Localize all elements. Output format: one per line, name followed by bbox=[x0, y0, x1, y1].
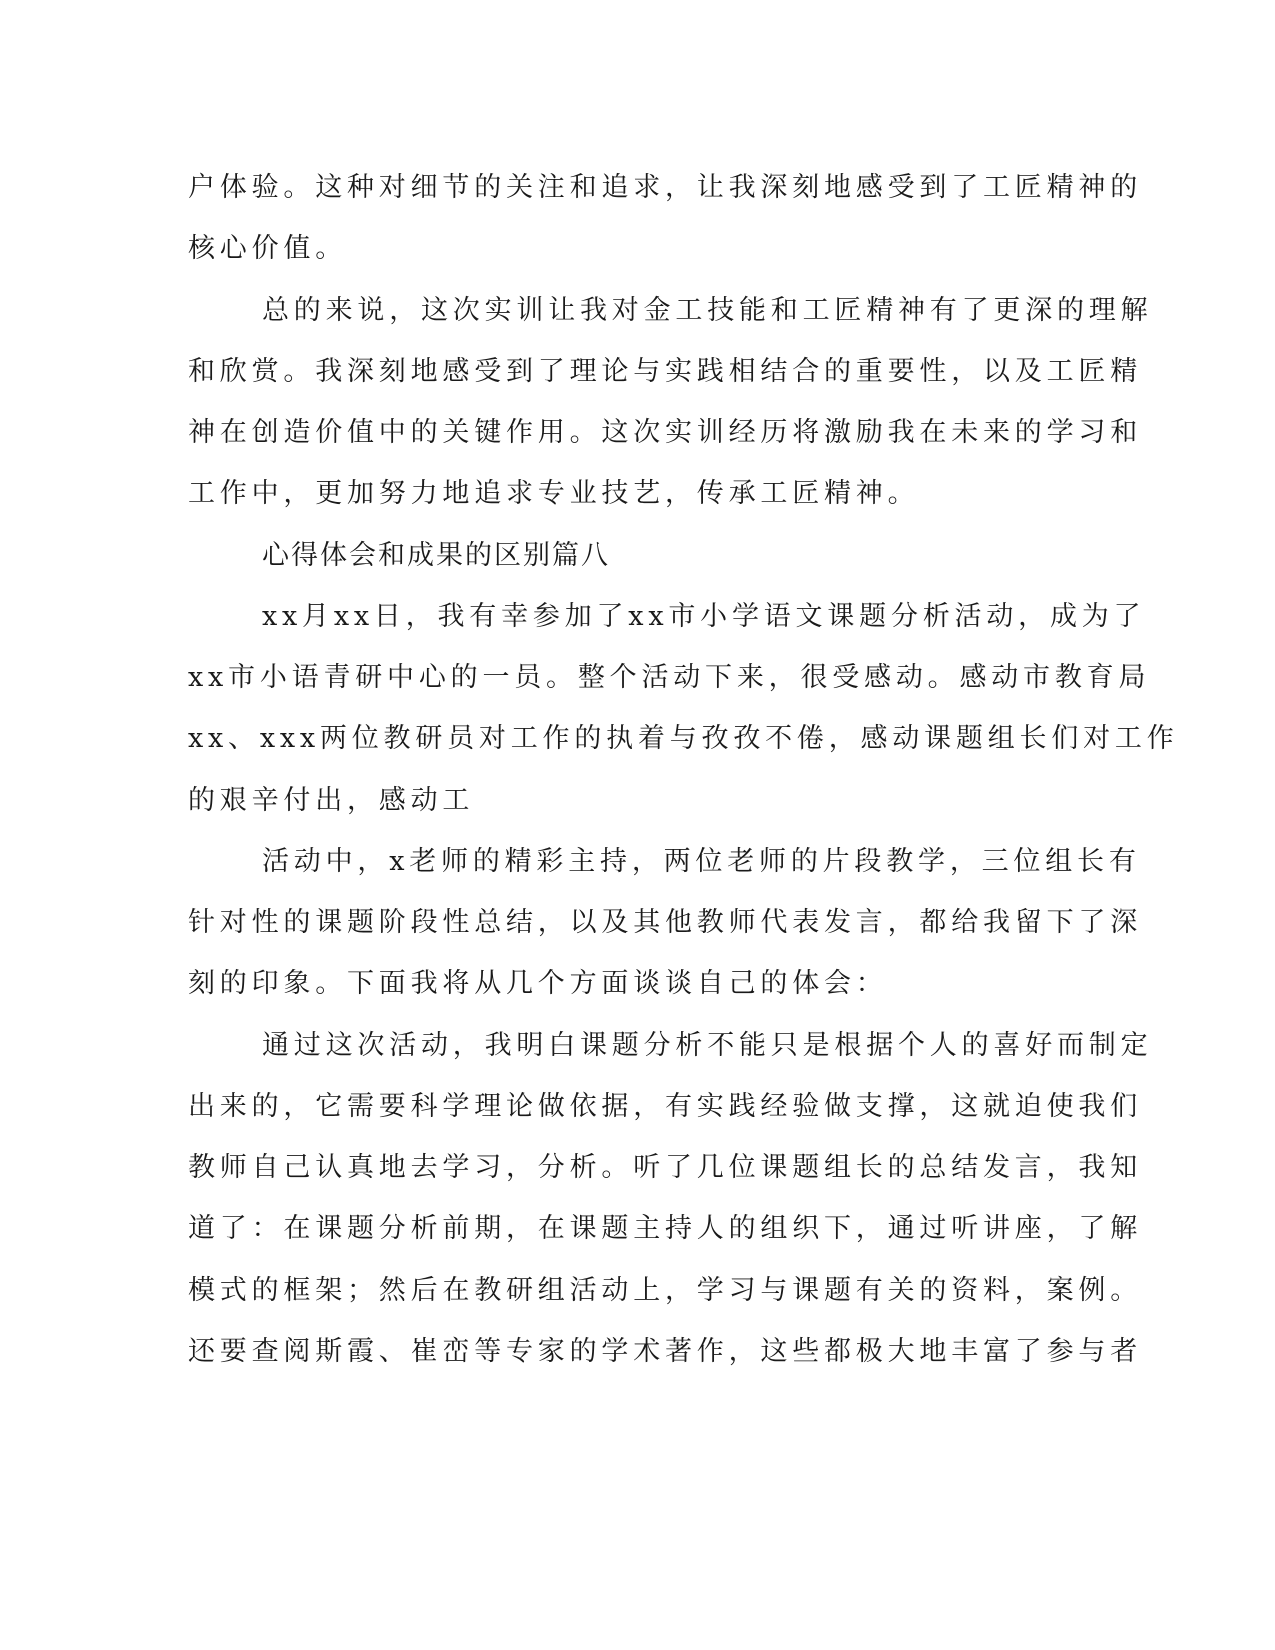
paragraph-line: 刻的印象。下面我将从几个方面谈谈自己的体会： bbox=[188, 968, 888, 1000]
paragraph-line: xx月xx日，我有幸参加了xx市小学语文课题分析活动，成为了 bbox=[262, 600, 1146, 632]
paragraph-line: 和欣赏。我深刻地感受到了理论与实践相结合的重要性，以及工匠精 bbox=[188, 355, 1142, 387]
paragraph-line: 活动中，x老师的精彩主持，两位老师的片段教学，三位组长有 bbox=[262, 845, 1141, 877]
paragraph-line: 模式的框架；然后在教研组活动上，学习与课题有关的资料，案例。 bbox=[188, 1274, 1142, 1306]
paragraph-line: 的艰辛付出，感动工 bbox=[188, 784, 475, 816]
paragraph-line: 户体验。这种对细节的关注和追求，让我深刻地感受到了工匠精神的 bbox=[188, 172, 1142, 203]
paragraph-line: 核心价值。 bbox=[188, 233, 347, 265]
paragraph-line: 总的来说，这次实训让我对金工技能和工匠精神有了更深的理解 bbox=[262, 294, 1153, 326]
paragraph-line: 工作中，更加努力地追求专业技艺，传承工匠精神。 bbox=[188, 478, 920, 510]
paragraph-line: 教师自己认真地去学习，分析。听了几位课题组长的总结发言，我知 bbox=[188, 1152, 1142, 1183]
paragraph-line: xx、xxx两位教研员对工作的执着与孜孜不倦，感动课题组长们对工作 bbox=[188, 723, 1179, 755]
paragraph-line: 出来的，它需要科学理论做依据，有实践经验做支撑，这就迫使我们 bbox=[188, 1090, 1142, 1122]
paragraph-line: 还要查阅斯霞、崔峦等专家的学术著作，这些都极大地丰富了参与者 bbox=[188, 1335, 1142, 1367]
paragraph-line: 道了：在课题分析前期，在课题主持人的组织下，通过听讲座，了解 bbox=[188, 1213, 1142, 1245]
paragraph-line: 神在创造价值中的关键作用。这次实训经历将激励我在未来的学习和 bbox=[188, 417, 1142, 448]
paragraph-line: xx市小语青研中心的一员。整个活动下来，很受感动。感动市教育局 bbox=[188, 662, 1151, 693]
paragraph-line: 针对性的课题阶段性总结，以及其他教师代表发言，都给我留下了深 bbox=[188, 907, 1142, 938]
document-body bbox=[188, 157, 1179, 1382]
paragraph-line: 通过这次活动，我明白课题分析不能只是根据个人的喜好而制定 bbox=[262, 1029, 1153, 1061]
section-heading: 心得体会和成果的区别篇八 bbox=[262, 539, 610, 571]
